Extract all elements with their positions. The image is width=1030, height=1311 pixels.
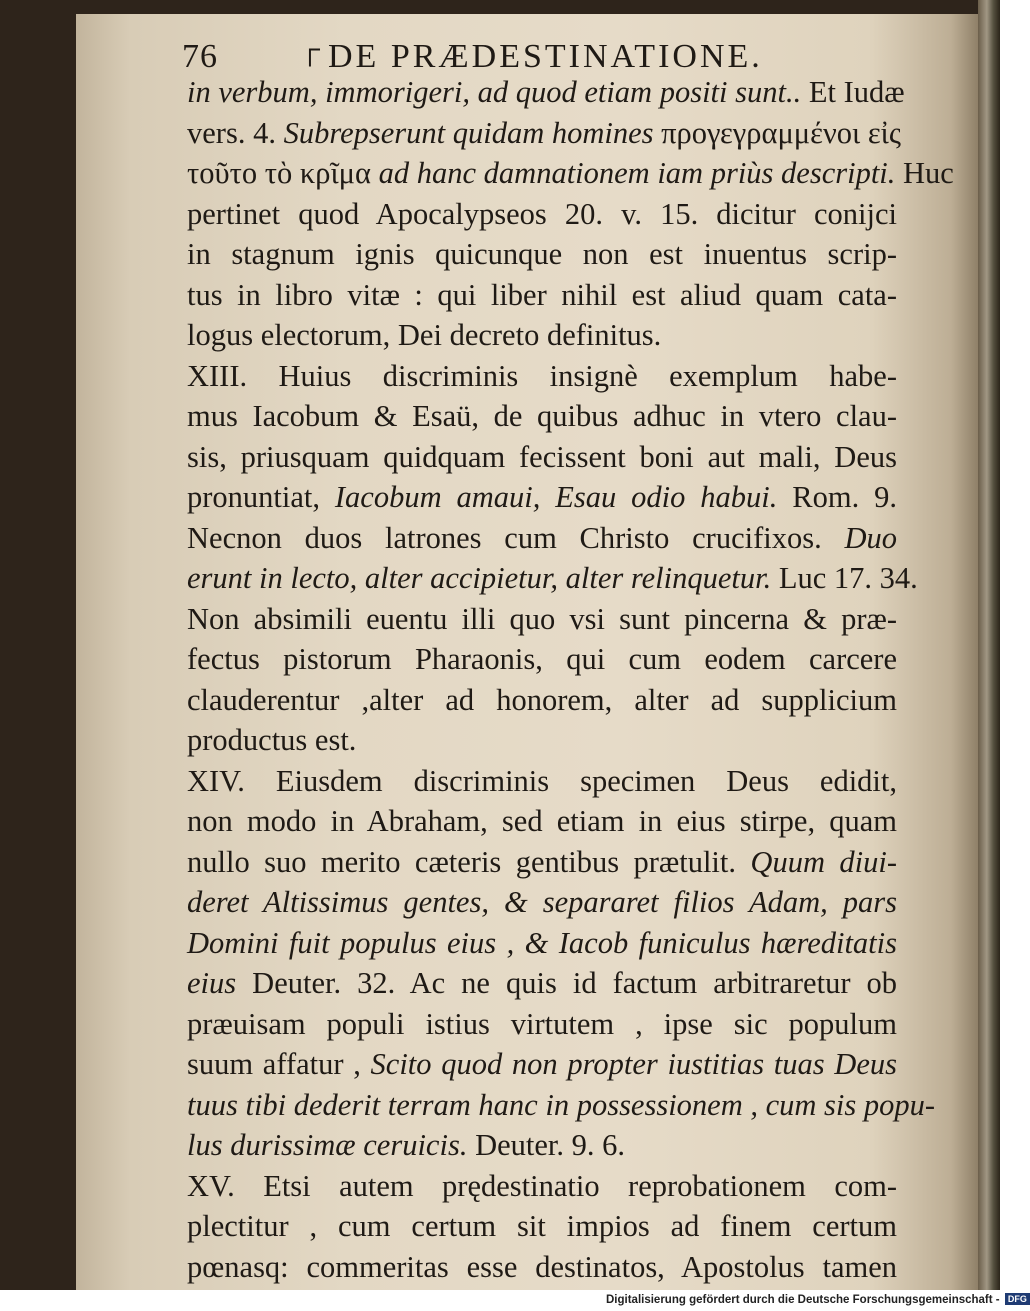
header-bracket: ┌ — [300, 34, 321, 65]
text-line — [187, 153, 954, 194]
text-line — [187, 963, 897, 1004]
text-segment: προγεγραμμένοι εἰς — [661, 115, 901, 150]
text-line — [187, 477, 897, 518]
text-line — [187, 437, 897, 478]
text-segment: productus est. — [187, 723, 357, 757]
text-line — [187, 882, 897, 923]
text-line — [187, 234, 897, 275]
italic-text-segment: in verbum, immorigeri, ad quod etiam positi sunt.. — [187, 75, 802, 109]
italic-text-segment: ad hanc damnationem iam priùs descripti. — [378, 156, 896, 190]
text-line — [187, 842, 897, 883]
text-line — [187, 113, 901, 154]
text-line — [187, 720, 897, 761]
text-line — [187, 1085, 936, 1126]
page-number: 76 — [182, 38, 218, 75]
text-segment: XV. Etsi autem prędestinatio reprobationem com- — [187, 1168, 897, 1203]
text-line — [187, 1247, 897, 1288]
text-line — [187, 599, 897, 640]
text-line — [187, 518, 897, 559]
text-segment: pœnasq: commeritas esse destinatos, Apostolus tamen — [187, 1249, 897, 1284]
text-line — [187, 315, 897, 356]
text-segment: in stagnum ignis quicunque non est inuentus scrip- — [187, 237, 897, 271]
text-line — [187, 558, 918, 599]
text-line — [187, 801, 897, 842]
italic-text-segment: Quum diui- — [750, 844, 897, 879]
text-line — [187, 680, 897, 721]
italic-text-segment: deret Altissimus gentes, & separaret filios Adam, pars — [187, 885, 897, 919]
text-segment: τοῦτο τὸ κρῖμα — [187, 156, 379, 190]
italic-text-segment: Duo — [844, 520, 897, 555]
text-line — [187, 356, 897, 397]
text-segment: pertinet quod Apocalypseos 20. v. 15. dicitur conijci — [187, 196, 897, 231]
italic-text-segment: Domini fuit populus eius , & Iacob funiculus hæreditatis — [187, 925, 897, 960]
text-segment: Rom. 9. — [777, 480, 897, 514]
italic-text-segment: lus durissimæ ceruicis. — [187, 1128, 468, 1162]
italic-text-segment: eius — [187, 966, 237, 1000]
text-segment: Necnon duos latrones cum Christo crucifixos. — [187, 520, 845, 555]
text-segment: Huc — [895, 156, 954, 190]
italic-text-segment: Scito quod non propter iustitias tuas Deus — [370, 1047, 897, 1081]
text-segment: Non absimili euentu illi quo vsi sunt pincerna & præ- — [187, 601, 897, 636]
text-line — [187, 639, 897, 680]
text-segment: sis, priusquam quidquam fecissent boni aut mali, Deus — [187, 439, 897, 474]
text-segment: fectus pistorum Pharaonis, qui cum eodem carcere — [187, 642, 897, 676]
text-segment: Deuter. 9. 6. — [467, 1128, 626, 1162]
text-segment: Deuter. 32. Ac ne quis id factum arbitraretur ob — [236, 966, 897, 1000]
text-segment: XIII. Huius discriminis insignè exemplum habe- — [187, 358, 897, 393]
footer-credit — [606, 1293, 1030, 1309]
italic-text-segment: Iacobum amaui, Esau odio habui. — [334, 480, 778, 514]
text-segment: plectitur , cum certum sit impios ad finem certum — [187, 1209, 897, 1243]
text-segment: tus in libro vitæ : qui liber nihil est aliud quam cata- — [187, 277, 897, 312]
text-segment: Et Iudæ — [801, 75, 905, 109]
text-segment: logus electorum, Dei decreto definitus. — [187, 318, 662, 352]
text-segment: non modo in Abraham, sed etiam in eius stirpe, quam — [187, 804, 897, 838]
text-segment: suum affatur , — [187, 1047, 371, 1081]
italic-text-segment: erunt in lecto, alter accipietur, alter relinquetur. — [187, 561, 772, 595]
text-segment: XIV. Eiusdem discriminis specimen Deus edidit, — [187, 763, 897, 798]
text-line — [187, 194, 897, 235]
book-spine-edge — [978, 0, 1000, 1290]
text-line — [187, 923, 897, 964]
footer-text: Digitalisierung gefördert durch die Deutsche Forschungsgemeinschaft - — [606, 1294, 1000, 1306]
text-line — [187, 1044, 897, 1085]
body-text — [187, 72, 954, 1287]
text-line — [187, 396, 897, 437]
running-title: DE PRÆDESTINATIONE. — [328, 38, 763, 75]
text-segment: præuisam populi istius virtutem , ipse sic populum — [187, 1006, 897, 1041]
italic-text-segment: Subrepserunt quidam homines — [283, 115, 662, 150]
text-line — [187, 72, 905, 113]
text-line — [187, 1004, 897, 1045]
text-line — [187, 1125, 897, 1166]
text-line — [187, 1206, 897, 1247]
text-line — [187, 761, 897, 802]
text-segment: clauderentur ,alter ad honorem, alter ad supplicium — [187, 682, 897, 717]
text-segment: Luc 17. 34. — [771, 561, 918, 595]
text-segment: pronuntiat, — [187, 480, 335, 514]
text-segment: vers. 4. — [187, 115, 284, 150]
dfg-logo: DFG — [1005, 1293, 1030, 1305]
text-line — [187, 1166, 897, 1207]
italic-text-segment: tuus tibi dederit terram hanc in possessionem , cum sis popu- — [187, 1087, 936, 1122]
text-line — [187, 275, 897, 316]
text-segment: nullo suo merito cæteris gentibus prætulit. — [187, 844, 751, 879]
text-segment: mus Iacobum & Esaü, de quibus adhuc in vtero clau- — [187, 399, 897, 433]
